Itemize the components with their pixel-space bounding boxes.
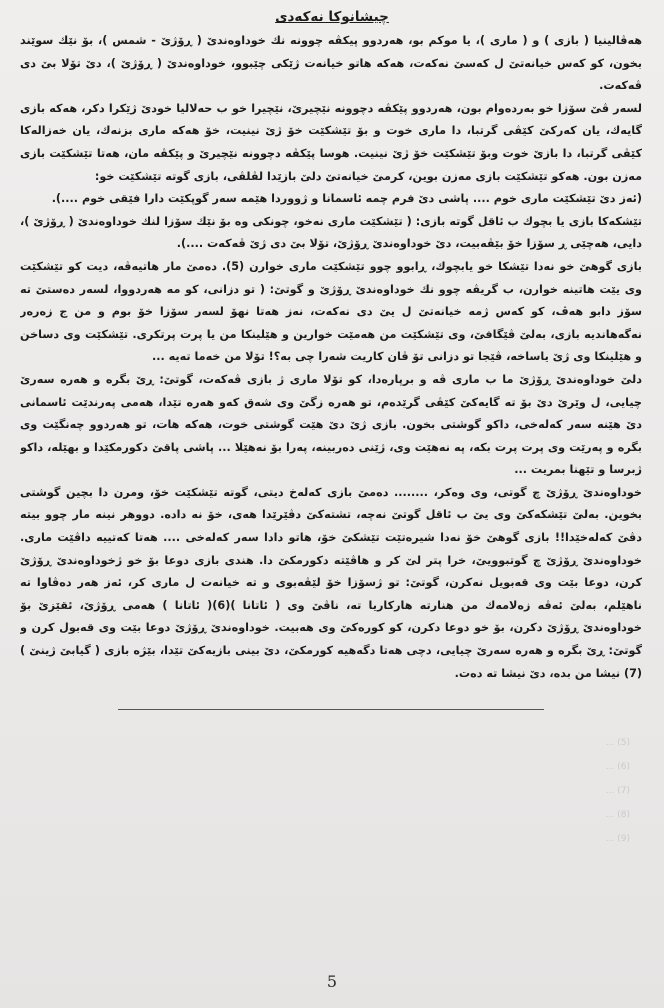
footnote-5: (5) ... [605, 738, 630, 748]
footnote-6: (6) ... [605, 762, 630, 772]
page-title: چیشانوکا نەکەدی [275, 9, 389, 25]
paragraph-6: دلێ خوداوەندێ ڕۆژێ ما ب ماری ڤە و برپارەدا، کو تۆلا ماری ژ بازی ڤەکەت، گوتێ: ڕێ بگرە و هەرە سەرێ چیایی، ل وێرێ دێ بۆ تە گایەکێ کێڤی گرێدەم، تو هەرە زگێ وی شەق کەو هەرە تێدا، هەمی پەرندێت ئاسمانی دێ هێنە سەر کەلەخی، داکو گوشتی بخون. بازی ژێ دێ هێت گوشتی خوت، هەکە هات، تو هەردوو چەنگێت وی بگرە و پەرێت وی پرت پرت بکە، پە نەهێت وی، ژێنی دەربینە، پەرا بۆ نەهێلا ... پاشی پاقێ دکورمکێدا و بهێلە، داکو ژبرسا و تێهنا بمریت ... [20, 372, 642, 477]
paragraph-5: بازی گوهێ خو نەدا تێشکا خو یابچوك، ڕابوو چوو تێشکێت ماری خوارن (5). دەمێ مار هاتیەڤە، دیت کو تێشکێت وی یێت هاتینە خوارن، ب گریڤە چوو نك خوداوەندێ ڕۆژێ و گوتێ: ( تو دزانی، کو مە هەردووا، لسەر دەستێ تە سۆز دابو هەڤ، کو کەس ژمە خیانەتێ ل یێ دی نەکەت، نەز هەتا نهۆ لسەر سۆزا خۆ بوم و من ج زەرەر نەگەهاندیە بازی، بەلێ ڤێگافێ، وی تێشکێت من هەمێت خوارین و هێلینکا من یا پرت پرتکری. تێشکێت وی دساخن و هێلینکا وی ژێ یاساخە، ڤێجا تو دزانی تۆ ڤان کاریت شەرا چی بە؟! تۆلا من خەما تەیە ... [20, 259, 642, 364]
footnotes [40, 735, 630, 855]
paragraph-7: خوداوەندێ ڕۆژێ چ گوتی، وی وەکر، ........ دەمێ بازی کەلەخ دیتی، گوتە تێشکێت خۆ، ومرن دا بچین گوشتی بخوین. بەلێ تێشکەکێ وی یێ ب ئاقل گوتێ نەچە، تشتەکێ دڤێرێدا هەی، خۆ نە دادە. دووهر نینە مار چوو بیتە دڤێ کەلەخێدا!! بازی گوهێ خۆ نەدا شیرەتێت تێشکێ خۆ، هاتو دادا سەر کەلەخی .... هەتا کەتییە داڤێت ماری. خوداوەندێ ڕۆژێ چ گوتبوویێ، خرا پتر لێ کر و هاڤێتە دکورمکێ دا. هندی بازی دوعا بۆ خو ژخوداوەندێ ڕۆژێ کرن، دوعا بێت وی قەبویل نەکرن، گوتێ: تو ژسۆزا خۆ لێڤەبوی و تە خیانەت ل ماری کر، ئەز هەر دەڤاوا تە ناهێلم، بەلێ ئەڤە زەلامەك من هنارتە هارکاریا تە، ناڤێ وی ( ئاتانا )(6)( ئاتانا ) هەمی ڕۆژێ، ئقێزێ بۆ خوداوەندێ ڕۆژێ دکرن، بۆ خو دوعا دکرن، کو کورەکێ وی هەبیت. خوداوەندێ ڕۆژێ دوعا بێت وی قەبول کرن و گوتێ: ڕێ بگرە و هەرە سەرێ چیایی، دچی هەتا دگەهیە کورمکێ، دێ بینی بازیەکێ تێدا، بێژە بازی ( گیابێ ژینێ )(7) نیشا من بدە، دێ نیشا تە دەت. [20, 485, 642, 680]
footnote-divider [118, 709, 544, 710]
paragraph-3: (ئەز دێ تێشکێت ماری خوم .... پاشی دێ فرم چمە ئاسمانا و ژووردا هێمە سەر گوپکێت دارا فێقی خوم ....). [51, 192, 642, 206]
paragraph-4: تێشکەکا بازی یا بچوك ب ئاقل گوتە بازی: ( تێشکێت ماری نەخو، چونکی وە بۆ نێك سۆزا لنك خوداوەندێ ( ڕۆژێ )، دایی، هەچێی ڕ سۆزا خۆ بێڤەبیت، دێ خوداوەندێ ڕۆژێ، تۆلا بێ دی ژێ ڤەکەت ....). [20, 214, 642, 251]
footnote-7: (7) ... [605, 786, 630, 796]
paragraph-1: هەڤالینیا ( بازی ) و ( ماری )، یا موکم بو، هەردوو پیکڤە چوونە نك خوداوەندێ ( ڕۆژێ - شمس )، بۆ نێك سوێند بخون، کو کەس خیانەتێ ل کەسێ نەکەت، هەکە هاتو خیانەت ژێکی چێبوو، خوداوەندێ ( ڕۆژێ )، دێ تۆلا بێ دی ڤەکەت. [20, 34, 642, 93]
footnote-8: (8) ... [605, 810, 630, 820]
paragraph-2: لسەر ڤێ سۆزا خو بەردەوام بون، هەردوو پێکڤە دچوونە نێچیرێ، نێچیرا خو ب حەلالیا خودێ ژێکرا دکر، هەکە بازی گایەك، یان کەرکێ کێڤی گرتبا، دا ماری خوت و بۆ تێشکێت خۆ ژێ نینیت، خۆ هەکە ماری بزنەك، یان خەزالەکا کێڤی گرتبا، دا بازێ خوت وبۆ تێشکێت خۆ ژێ نینیت. هوسا پێکڤە دچوونە نێچیرێ و پێکڤە مان، هەتا تێشکێت بازی مەزن بون. هەکو تێشکێت بازی مەزن بوین، کرمێ خیانەتێ دلێ بازێدا لڤلڤی، بازی گوتە تێشکێت خو: [20, 101, 642, 183]
footnote-9: (9) ... [605, 834, 630, 844]
body-text [20, 30, 642, 680]
page-number: 5 [326, 972, 338, 991]
